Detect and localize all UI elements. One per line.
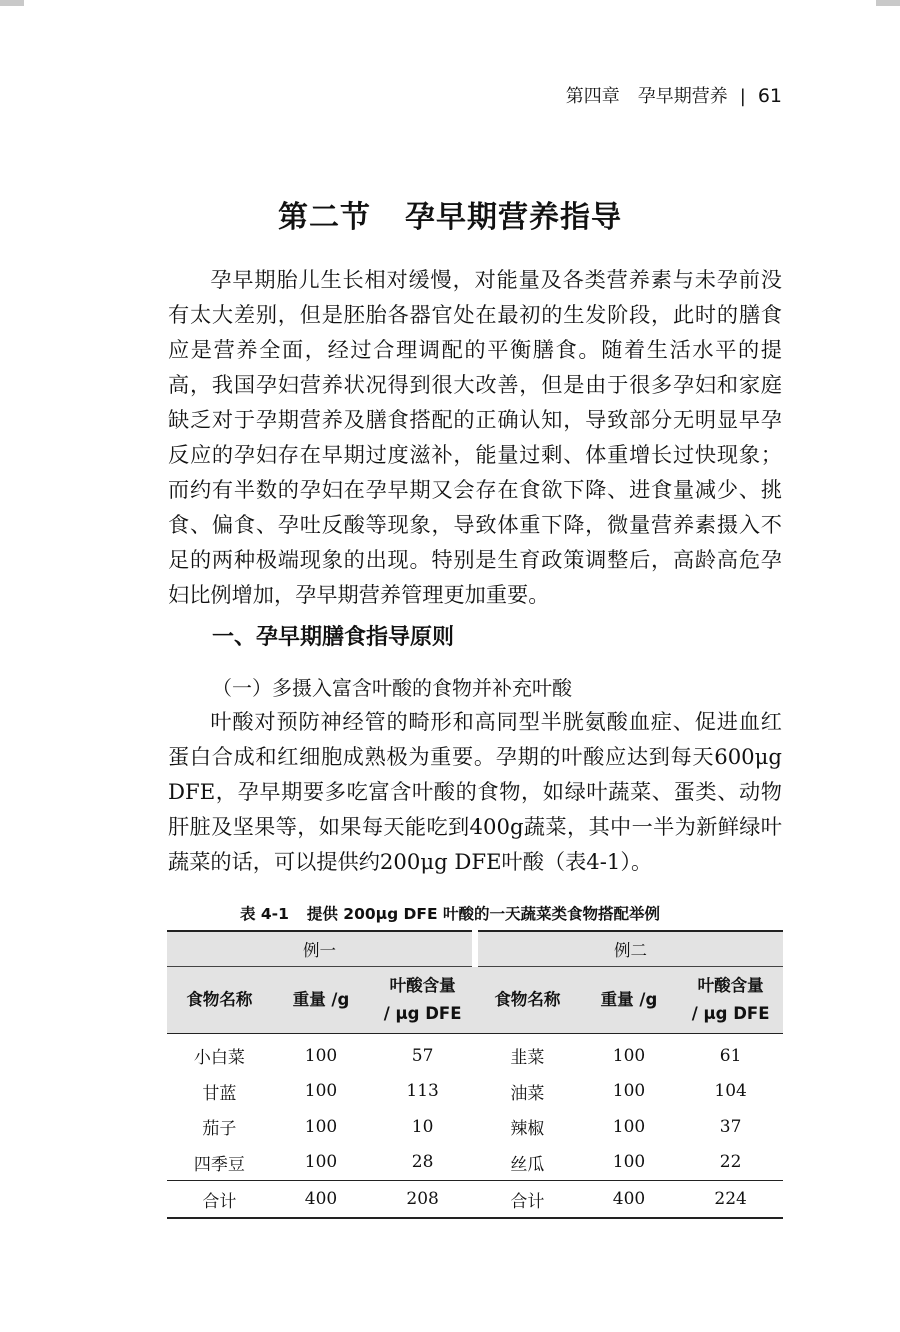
section-title [0, 192, 900, 236]
table-cell: 100 [612, 1116, 646, 1137]
table-cell: 丝瓜 [510, 1154, 545, 1175]
header-separator: | [739, 86, 746, 107]
page-number: 61 [757, 85, 782, 107]
col-folate: 叶酸含量 / μg DFE [678, 967, 783, 1034]
table-cell: 100 [612, 1045, 646, 1066]
table-cell: 100 [304, 1152, 338, 1173]
group-example-2: 例二 [475, 931, 783, 967]
col-food-name: 食物名称 [167, 967, 272, 1034]
section-number: 第二节 [278, 200, 371, 235]
table-cell: 合计 [475, 1181, 580, 1219]
folic-paragraph: 叶酸对预防神经管的畸形和高同型半胱氨酸血症、促进血红蛋白合成和红细胞成熟极为重要。孕期的叶酸应达到每天600μg DFE，孕早期要多吃富含叶酸的食物，如绿叶蔬菜、蛋类、动物肝脏及坚果等，如果每天能吃到400g蔬菜，其中一半为新鲜绿叶蔬菜的话，可以提供约200μg DFE叶酸（表4-1）。 [168, 709, 782, 874]
table-cell: 400 [272, 1181, 371, 1219]
table-cell: 37 [719, 1116, 742, 1137]
table-cell: 小白菜 [193, 1048, 245, 1069]
table-cell: 合计 [167, 1181, 272, 1219]
col-weight: 重量 /g [272, 967, 371, 1034]
table-cell: 208 [370, 1181, 475, 1219]
table-row [167, 1145, 783, 1181]
chapter-title: 第四章 孕早期营养 [565, 86, 728, 107]
table-caption [0, 902, 900, 924]
table-cell: 57 [411, 1045, 434, 1066]
col-food-name: 食物名称 [475, 967, 580, 1034]
table-cell: 甘蓝 [202, 1083, 237, 1104]
table-cell: 辣椒 [510, 1119, 545, 1140]
table-caption-text: 提供 200μg DFE 叶酸的一天蔬菜类食物搭配举例 [306, 905, 660, 923]
heading-principles: 一、孕早期膳食指导原则 [212, 625, 455, 650]
table-cell: 100 [304, 1116, 338, 1137]
crop-mark-right [876, 0, 900, 6]
table-cell: 四季豆 [193, 1154, 245, 1175]
table-total-row [167, 1181, 783, 1219]
table-cell: 22 [719, 1152, 742, 1173]
crop-mark-left [0, 0, 24, 6]
table-row [167, 1074, 783, 1110]
table-cell: 113 [406, 1081, 439, 1102]
table-cell: 400 [580, 1181, 679, 1219]
table-cell: 100 [612, 1081, 646, 1102]
col-weight: 重量 /g [580, 967, 679, 1034]
intro-section [168, 262, 782, 612]
table-cell: 100 [304, 1081, 338, 1102]
table-row [167, 1034, 783, 1074]
running-header [566, 82, 782, 108]
group-example-1: 例一 [167, 931, 475, 967]
vegetable-folate-table [167, 930, 783, 1219]
table-cell: 100 [304, 1045, 338, 1066]
table-cell: 28 [411, 1152, 434, 1173]
section-name: 孕早期营养指导 [405, 200, 622, 235]
table-row [167, 1109, 783, 1145]
table-cell: 油菜 [510, 1083, 545, 1104]
table-cell: 100 [612, 1152, 646, 1173]
table-cell: 224 [678, 1181, 783, 1219]
heading-folic-acid: （一）多摄入富含叶酸的食物并补充叶酸 [212, 676, 572, 700]
table-cell: 茄子 [202, 1119, 237, 1140]
intro-paragraph: 孕早期胎儿生长相对缓慢，对能量及各类营养素与未孕前没有太大差别，但是胚胎各器官处在最初的生发阶段，此时的膳食应是营养全面，经过合理调配的平衡膳食。随着生活水平的提高，我国孕妇营养状况得到很大改善，但是由于很多孕妇和家庭缺乏对于孕期营养及膳食搭配的正确认知，导致部分无明显早孕反应的孕妇存在早期过度滋补，能量过剩、体重增长过快现象；而约有半数的孕妇在孕早期又会存在食欲下降、进食量减少、挑食、偏食、孕吐反酸等现象，导致体重下降，微量营养素摄入不足的两种极端现象的出现。特别是生育政策调整后，高龄高危孕妇比例增加，孕早期营养管理更加重要。 [168, 267, 782, 607]
table-cell: 韭菜 [510, 1048, 545, 1069]
table-cell: 61 [719, 1045, 742, 1066]
table-cell: 10 [411, 1116, 434, 1137]
col-folate: 叶酸含量 / μg DFE [370, 967, 475, 1034]
folic-section [168, 704, 782, 879]
table-caption-number: 表 4-1 [240, 905, 289, 923]
table-cell: 104 [714, 1081, 747, 1102]
